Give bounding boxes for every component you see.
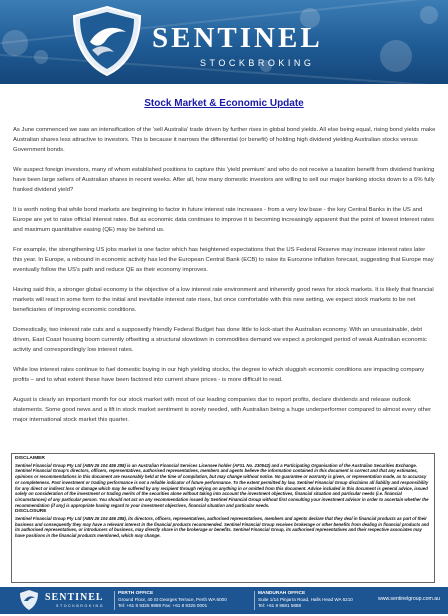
footer-divider <box>114 591 115 610</box>
paragraph: While low interest rates continue to fuel domestic buying in our high yielding stocks, the degree to which sluggish economic conditions are impacting company profits – and to what extent these have been factored into current share prices - is more difficult to read. <box>13 367 425 383</box>
disclosure-heading: DISCLOSURE <box>15 509 47 515</box>
footer-divider <box>254 591 255 610</box>
sentinel-shield-logo-icon <box>68 4 146 78</box>
disclaimer-text: Sentinel Financial Group Pty Ltd (ABN 26 104 456 288) is an Australian Financial Services Licensee holder (AFSL No. 230542) and a Participating Organisation of the Australian Securities Exchange. Sentinel Financial Group's directors, officers, representatives, authorised representatives, members and agents believe the information contained in this document is correct and that any estimates, opinions or recommendations in this document are reasonably held at the time of compilation, but may change without notice. No guarantee or warranty is given, or representation made, as to accuracy or completeness. Past investment or trading performance is not a reliable indicator of future performance. To the extent permitted by law, Sentinel Financial Group disclaims all liability and responsibility for any direct or indirect loss or damage which may be suffered by any recipient through relying on anything in or omitted from this document. Advice included in this document is general advice, issued solely on consideration of the investment or trading merits of the securities alone without taking into account the investment objectives, financial situation and particular needs (i.e. financial circumstances) of any particular person. You should not act on any recommendation issued by Sentinel Financial Group without first consulting your investment advisor in order to ascertain whether the recommendation (if any) is appropriate having regard to your investment objectives, financial situation and particular needs. <box>15 462 429 508</box>
mandurah-office <box>258 591 353 609</box>
perth-office-address: Ground Floor, 40 St Georges Terrace, Perth WA 6000 <box>118 597 227 602</box>
header-banner <box>0 0 448 84</box>
footer-brand-tagline: STOCKBROKING <box>56 604 105 608</box>
paragraph: Having said this, a stronger global economy is the objective of a low interest rate environment and inherently good news for stock markets. It is likely that financial markets will react in some form to the initial and inevitable interest rate rises, but once comfortable with this new setting, we expect stock markets to be net beneficiaries of improving economic conditions. <box>13 287 434 313</box>
paragraph: It is worth noting that while bond markets are beginning to factor in future interest rate increases - from a very low base - the key Central Banks in the US and Europe are yet to raise official interest rates. But as economic data continues to improve it is becoming increasingly apparent that the point of lowest interest rates and maximum quantitative easing (QE) may be behind us. <box>13 207 434 233</box>
footer-brand-name: SENTINEL <box>45 592 104 603</box>
article-body <box>13 125 436 435</box>
footer-shield-logo-icon <box>18 589 40 611</box>
banner-bokeh <box>420 6 438 24</box>
paragraph: We suspect foreign investors, many of whom established positions to capture this 'yield premium' and who do not receive a taxation benefit from dividend franking have been large sellers of Australian shares in recent weeks. After all, how many domestic investors are willing to sell our major banking stocks down to a 6% fully franked dividend yield? <box>13 167 435 193</box>
paragraph: Domestically, two interest rate cuts and a supposedly friendly Federal Budget has done little to kick-start the Australian economy. With an unsustainable, debt driven, East Coast housing boom currently offsetting a structural slowdown in commodities demand we expect a prolonged period of weak Australian economic activity and correspondingly low interest rates. <box>13 327 427 353</box>
page-title: Stock Market & Economic Update <box>144 98 304 109</box>
disclosure-text: Sentinel Financial Group Pty Ltd (ABN 26 104 456 288), its directors, officers, representatives, authorised representatives, members and agents declare that they deal in financial products as part of their business and consequently they may have a relevant interest in the financial products recommended. Sentinel Financial Group receives brokerage or other benefits from dealing in financial products and its authorised representatives, or introducers of business, may directly share in the brokerage or benefits. Sentinel Financial Group, its authorised representatives and their respective associates may have positions in the financial products mentioned, which may change. <box>15 516 430 539</box>
mandurah-office-address: Suite 1/14 Pinjarra Road, Halls Head WA 6210 <box>258 597 353 602</box>
perth-office <box>118 591 227 609</box>
paragraph: For example, the strengthening US jobs market is one factor which has heightened expectations that the US Federal Reserve may increase interest rates later this year. In Europe, a rebound in economic activity has led the European Central Bank (ECB) to raise its Eurozone inflation forecast, suggesting that Europe may eventually follow the US's path and reduce QE as their economy improves. <box>13 247 434 273</box>
perth-office-heading: PERTH OFFICE <box>118 591 154 596</box>
mandurah-office-heading: MANDURAH OFFICE <box>258 591 306 596</box>
paragraph: August is clearly an important month for our stock market with most of our leading companies due to report profits, declare dividends and release outlook statements. Some good news and a lift in stock market sentiment is sorely needed, with Australian being a huge underperformer compared to almost every other major international stock market this quarter. <box>13 397 432 423</box>
footer-bar <box>0 587 448 614</box>
website-link[interactable]: www.sentinelgroup.com.au <box>378 596 440 602</box>
perth-office-phone: Tel: +61 8 9325 9888 Fax: +61 8 9325 0001 <box>118 603 208 608</box>
disclaimer-heading: DISCLAIMER <box>15 456 45 461</box>
banner-bokeh <box>380 40 412 72</box>
paragraph: As June commenced we saw an intensification of the 'sell Australia' trade driven by further rises in global bond yields. All else being equal, rising bond yields make Australian shares less attractive to investors. This is because it narrows the differential (or benefit) of holding high dividend yielding Australian stocks versus Government bonds. <box>13 127 436 153</box>
brand-tagline: STOCKBROKING <box>200 58 315 68</box>
disclaimer-box <box>11 453 435 583</box>
mandurah-office-phone: Tel: +61 8 9581 5888 <box>258 603 302 608</box>
brand-name: SENTINEL <box>152 22 323 54</box>
